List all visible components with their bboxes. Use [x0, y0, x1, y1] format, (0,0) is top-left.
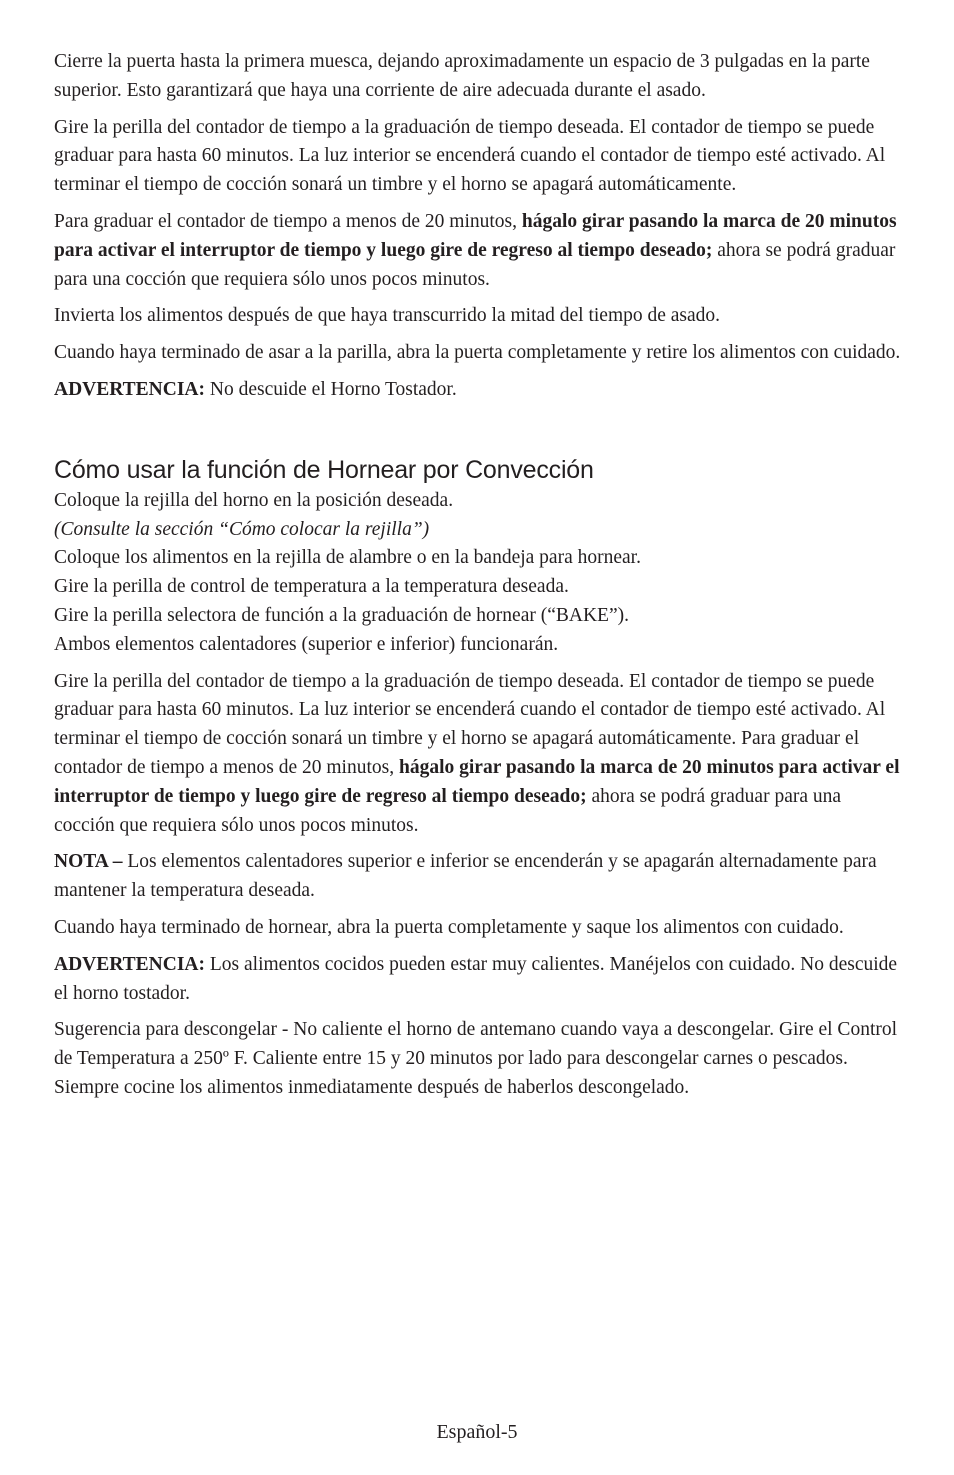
bake-note-label: NOTA – [54, 851, 123, 873]
bake-warning-paragraph [54, 951, 904, 1009]
step-temperature: Gire la perilla de control de temperatura a la temperatura deseada. [54, 576, 569, 598]
bake-timer-start: Gire la perilla del contador de tiempo a la graduación de tiempo deseada. El contador de tiempo se puede graduar para hasta 60 minutos. La luz interior se encenderá cuando el contador de tiempo esté activado. Al terminar el tiempo de cocción sonará un timbre y el horno se apagará automáticamente. Para graduar el contador de tiempo a menos de 20 minutos, [54, 670, 886, 778]
broil-door-paragraph: Cierre la puerta hasta la primera muesca, dejando aproximadamente un espacio de 3 pulgadas en la parte superior. Esto garantizará que haya una corriente de aire adecuada durante el asado. [54, 51, 870, 101]
bake-warning-label: ADVERTENCIA: [54, 953, 205, 975]
broil-warning-paragraph [54, 376, 904, 405]
broil-warning-label: ADVERTENCIA: [54, 378, 205, 400]
broil-short-timer-paragraph [54, 208, 904, 294]
defrost-tip-paragraph: Sugerencia para descongelar - No caliente el horno de antemano cuando vaya a descongelar. Gire el Control de Temperatura a 250º F. Caliente entre 15 y 20 minutos por lado para descongelar carnes o pescados. Siempre cocine los alimentos inmediatamente después de haberlos descongelado. [54, 1019, 898, 1098]
broil-turn-food-paragraph: Invierta los alimentos después de que haya transcurrido la mitad del tiempo de asado. [54, 305, 721, 327]
bake-done-paragraph: Cuando haya terminado de hornear, abra la puerta completamente y saque los alimentos con cuidado. [54, 916, 844, 938]
bake-note-text: Los elementos calentadores superior e inferior se encenderán y se apagarán alternadamente para mantener la temperatura deseada. [54, 851, 877, 902]
step-function-selector: Gire la perilla selectora de función a la graduación de hornear (“BAKE”). [54, 604, 629, 626]
broil-done-paragraph: Cuando haya terminado de asar a la parilla, abra la puerta completamente y retire los alimentos con cuidado. [54, 342, 901, 364]
broil-short-timer-bold: hágalo girar pasando la marca de 20 minutos para activar el interruptor de tiempo y luego gire de regreso al tiempo deseado; [54, 210, 897, 261]
bake-timer-bold: hágalo girar pasando la marca de 20 minutos para activar el interruptor de tiempo y luego gire de regreso al tiempo deseado; [54, 756, 900, 807]
convection-bake-steps [54, 487, 904, 660]
page-body [54, 48, 904, 1111]
step-rack-reference: (Consulte la sección “Cómo colocar la rejilla”) [54, 518, 430, 540]
page-number: Español-5 [436, 1421, 518, 1443]
step-heating-elements: Ambos elementos calentadores (superior e inferior) funcionarán. [54, 633, 559, 655]
step-rack-position: Coloque la rejilla del horno en la posición deseada. [54, 489, 454, 511]
step-place-food: Coloque los alimentos en la rejilla de alambre o en la bandeja para hornear. [54, 547, 641, 569]
convection-bake-heading: Cómo usar la función de Hornear por Convección [54, 455, 594, 484]
bake-timer-paragraph [54, 668, 904, 841]
broil-warning-text: No descuide el Horno Tostador. [205, 378, 457, 400]
broil-short-timer-end: ahora se podrá graduar para una cocción que requiera sólo unos pocos minutos. [54, 239, 896, 290]
bake-timer-end: ahora se podrá graduar para una cocción que requiera sólo unos pocos minutos. [54, 785, 842, 836]
broil-timer-paragraph: Gire la perilla del contador de tiempo a la graduación de tiempo deseada. El contador de tiempo se puede graduar para hasta 60 minutos. La luz interior se encenderá cuando el contador de tiempo esté activado. Al terminar el tiempo de cocción sonará un timbre y el horno se apagará automáticamente. [54, 116, 886, 196]
bake-note-paragraph [54, 848, 904, 906]
broil-short-timer-start: Para graduar el contador de tiempo a menos de 20 minutos, [54, 210, 522, 232]
bake-warning-text: Los alimentos cocidos pueden estar muy calientes. Manéjelos con cuidado. No descuide el horno tostador. [54, 953, 898, 1004]
